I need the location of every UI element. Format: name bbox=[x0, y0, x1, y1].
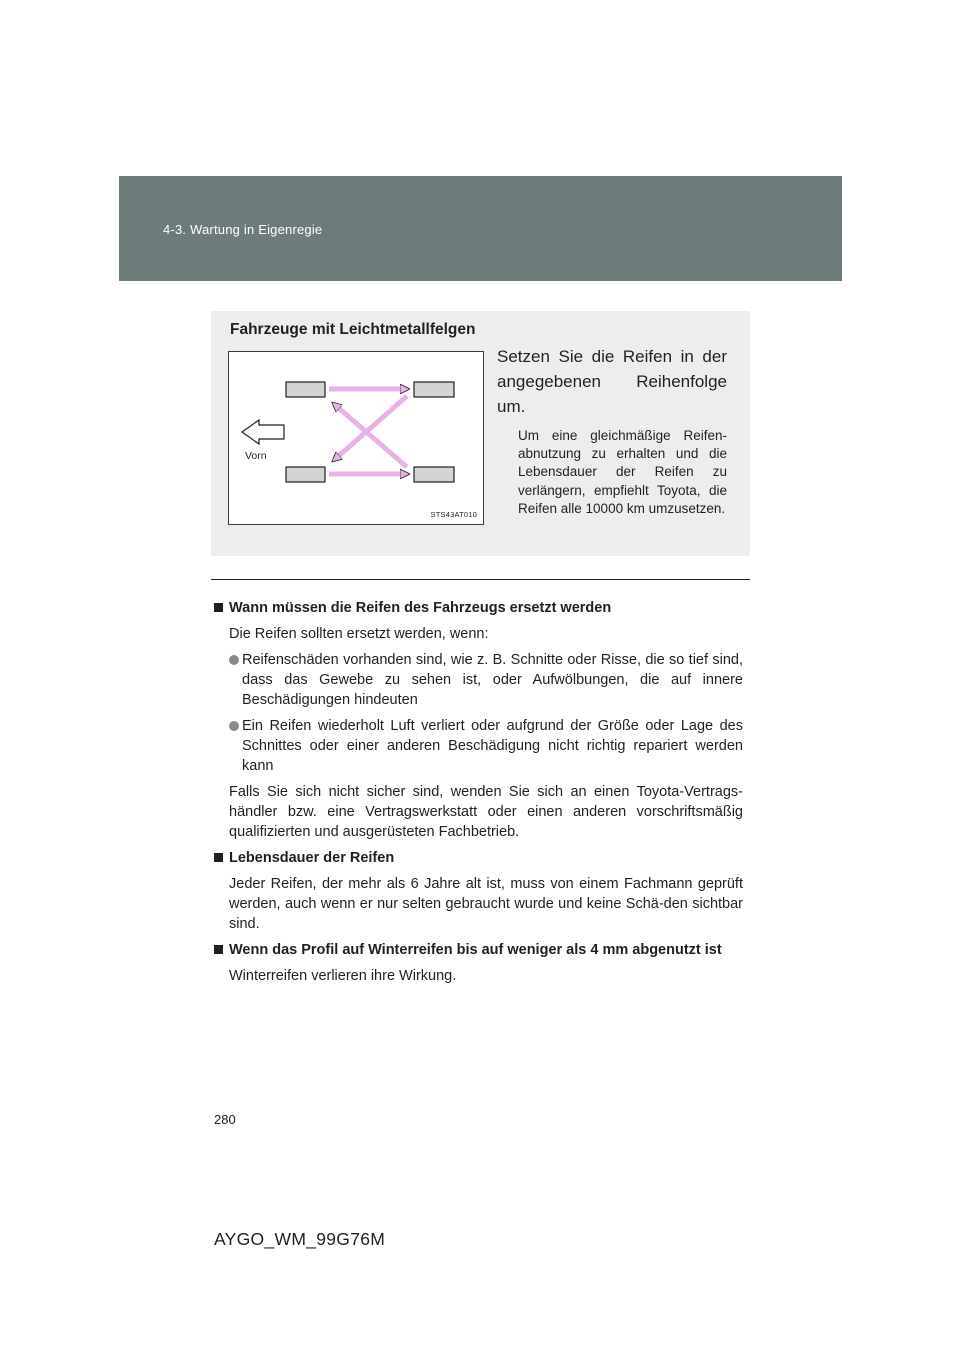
document-code: AYGO_WM_99G76M bbox=[214, 1229, 386, 1249]
front-direction-arrow bbox=[242, 420, 284, 444]
section-divider bbox=[211, 579, 750, 580]
section-outro: Falls Sie sich nicht sicher sind, wenden Sie sich an einen Toyota-Vertrags-händler bzw. eine Vertragswerkstatt oder einen anderen vorschriftsmäßig qualifizierten und ausgerüsteten Fachbetrieb. bbox=[229, 784, 743, 840]
tire-front-right bbox=[414, 382, 454, 397]
rotation-note: Um eine gleichmäßige Reifen-abnutzung zu erhalten und die Lebensdauer der Reifen zu verlängern, empfiehlt Toyota, die Reifen alle 10000 km umzusetzen. bbox=[518, 428, 727, 516]
tire-rear-left bbox=[286, 467, 325, 482]
tire-front-left bbox=[286, 382, 325, 397]
arrow-rear-right-to-front-left bbox=[334, 404, 407, 467]
tire-rear-right bbox=[414, 467, 454, 482]
list-item-text: Ein Reifen wiederholt Luft verliert oder aufgrund der Größe oder Lage des Schnittes oder einer anderen Beschädigung nicht richtig repariert werden kann bbox=[242, 718, 743, 774]
square-bullet-icon bbox=[214, 945, 223, 954]
content-body bbox=[213, 598, 743, 986]
section-text: Winterreifen verlieren ihre Wirkung. bbox=[229, 968, 457, 984]
section-intro: Die Reifen sollten ersetzt werden, wenn: bbox=[229, 626, 489, 642]
tire-rotation-diagram bbox=[229, 352, 485, 526]
figure-code: STS43AT010 bbox=[430, 510, 477, 519]
list-item bbox=[213, 716, 743, 776]
section-text: Jeder Reifen, der mehr als 6 Jahre alt ist, muss von einem Fachmann geprüft werden, auch wenn er nur selten gebraucht wurde und keine Schä-den sichtbar sind. bbox=[229, 876, 743, 932]
panel-title: Fahrzeuge mit Leichtmetallfelgen bbox=[230, 321, 476, 338]
section-heading bbox=[213, 940, 743, 960]
section-heading bbox=[213, 598, 743, 618]
arrow-front-right-to-rear-left bbox=[334, 396, 407, 460]
square-bullet-icon bbox=[214, 603, 223, 612]
section-heading-text: Wann müssen die Reifen des Fahrzeugs ersetzt werden bbox=[229, 600, 612, 616]
front-label: Vorn bbox=[245, 450, 267, 462]
rotation-instruction: Setzen Sie die Reifen in der angegebenen Reihenfolge um. bbox=[497, 347, 727, 416]
section-title: 4-3. Wartung in Eigenregie bbox=[163, 222, 323, 237]
section-heading-text: Wenn das Profil auf Winterreifen bis auf weniger als 4 mm abgenutzt ist bbox=[229, 942, 722, 958]
section-heading-text: Lebensdauer der Reifen bbox=[229, 850, 395, 866]
square-bullet-icon bbox=[214, 853, 223, 862]
list-item-text: Reifenschäden vorhanden sind, wie z. B. Schnitte oder Risse, die so tief sind, dass das Gewebe zu sehen ist, oder Aufwölbungen, die auf innere Beschädigungen hindeuten bbox=[242, 652, 743, 708]
list-item bbox=[213, 650, 743, 710]
circle-bullet-icon bbox=[229, 655, 239, 665]
circle-bullet-icon bbox=[229, 721, 239, 731]
page-number: 280 bbox=[214, 1112, 236, 1127]
tire-rotation-figure bbox=[228, 351, 484, 525]
section-heading bbox=[213, 848, 743, 868]
